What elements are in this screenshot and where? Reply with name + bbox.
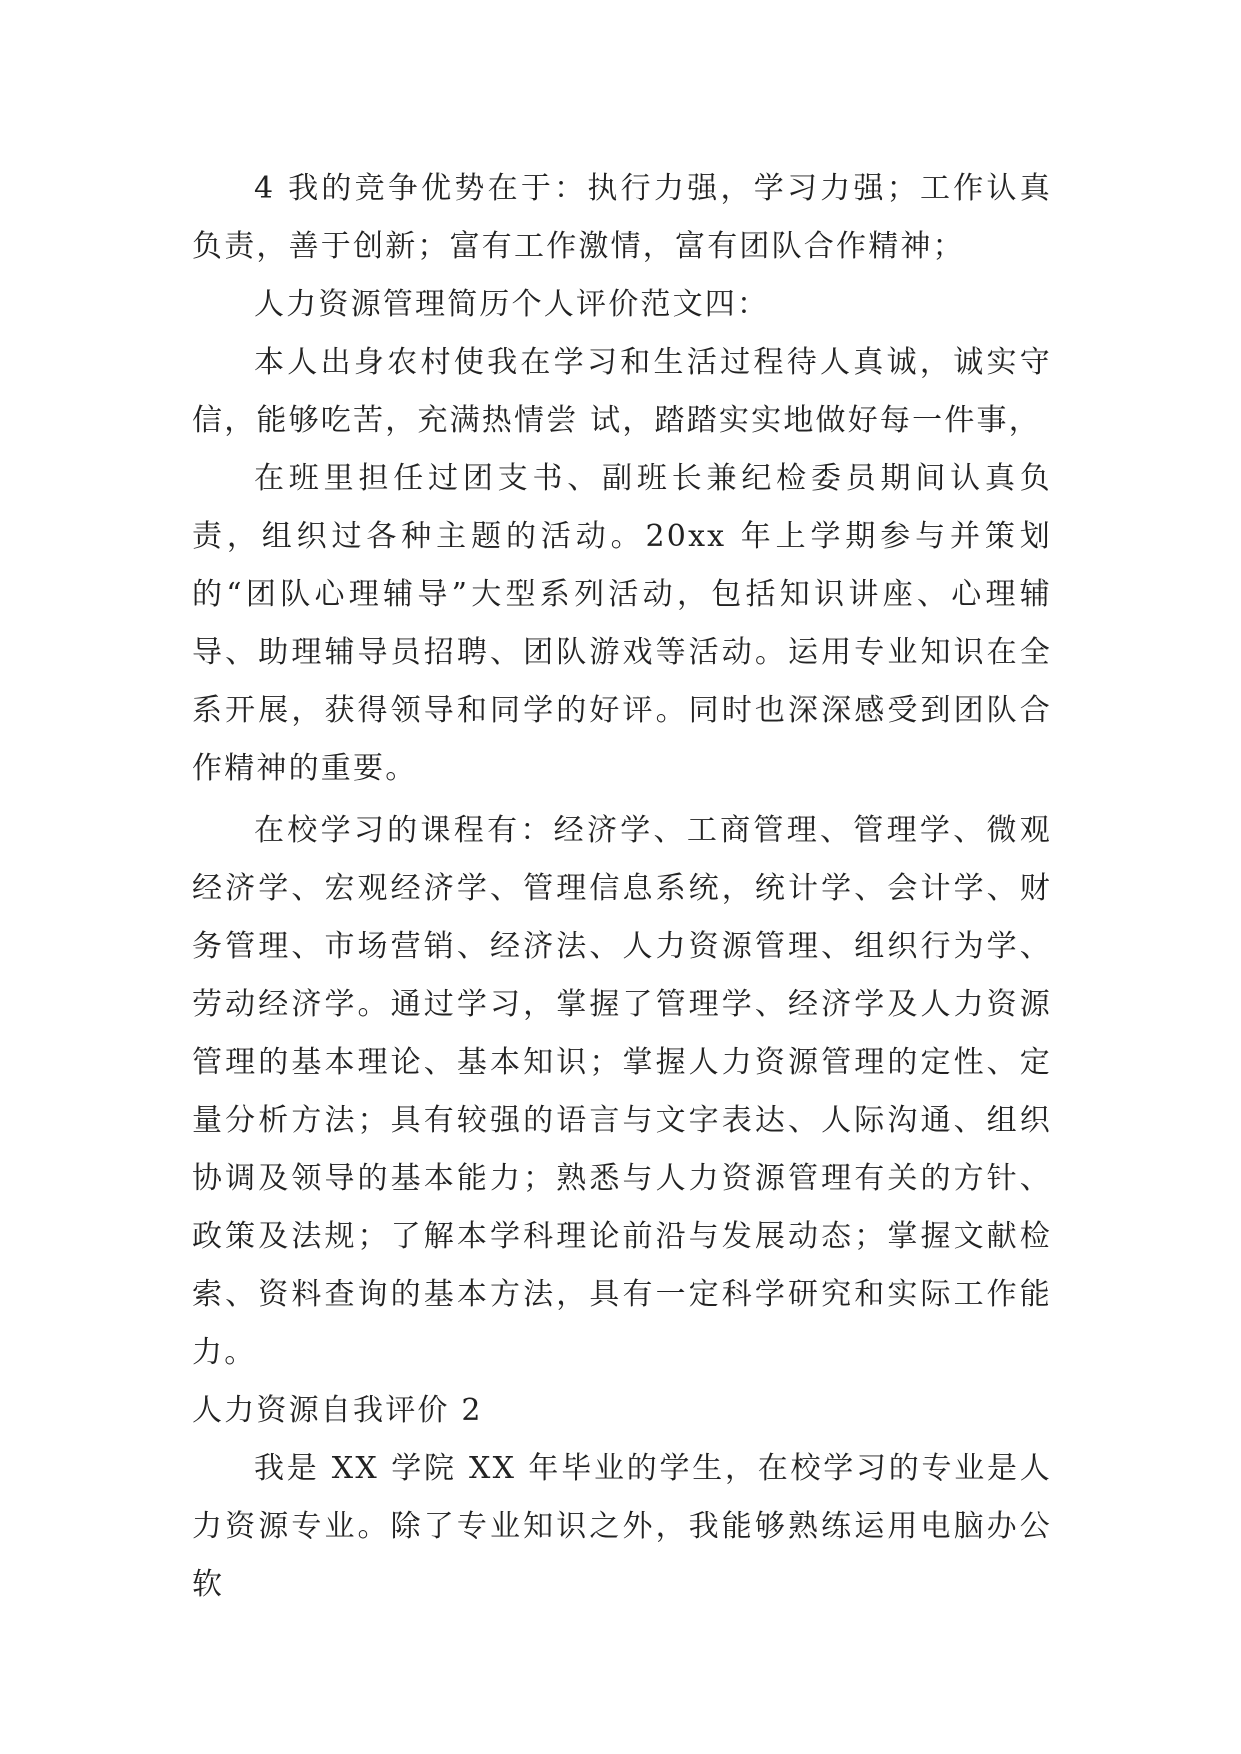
- paragraph-example-title: 人力资源管理简历个人评价范文四：: [254, 287, 770, 322]
- paragraph-personal-background: 本人出身农村使我在学习和生活过程待人真诚，诚实守信，能够吃苦，充满热情尝 试，踏踏实实地做好每一件事，: [192, 345, 1052, 438]
- paragraph-self-introduction: 我是 XX 学院 XX 年毕业的学生，在校学习的专业是人力资源专业。除了专业知识之外，我能够熟练运用电脑办公软: [192, 1451, 1052, 1602]
- paragraph-class-experience: 在班里担任过团支书、副班长兼纪检委员期间认真负责，组织过各种主题的活动。20xx 年上学期参与并策划的“团队心理辅导”大型系列活动，包括知识讲座、心理辅导、助理辅导员招聘、团队游戏等活动。运用专业知识在全系开展，获得领导和同学的好评。同时也深深感受到团队合作精神的重要。: [192, 461, 1052, 786]
- document-body: [192, 160, 1052, 1614]
- paragraph-courses: 在校学习的课程有：经济学、工商管理、管理学、微观经济学、宏观经济学、管理信息系统，统计学、会计学、财务管理、市场营销、经济法、人力资源管理、组织行为学、劳动经济学。通过学习，掌握了管理学、经济学及人力资源管理的基本理论、基本知识；掌握人力资源管理的定性、定量分析方法；具有较强的语言与文字表达、人际沟通、组织协调及领导的基本能力；熟悉与人力资源管理有关的方针、政策及法规；了解本学科理论前沿与发展动态；掌握文献检索、资料查询的基本方法，具有一定科学研究和实际工作能力。: [192, 813, 1052, 1370]
- section-heading: 人力资源自我评价 2: [192, 1393, 483, 1428]
- paragraph-competitive-advantage: 4 我的竞争优势在于：执行力强，学习力强；工作认真负责，善于创新；富有工作激情，富有团队合作精神；: [192, 171, 1052, 264]
